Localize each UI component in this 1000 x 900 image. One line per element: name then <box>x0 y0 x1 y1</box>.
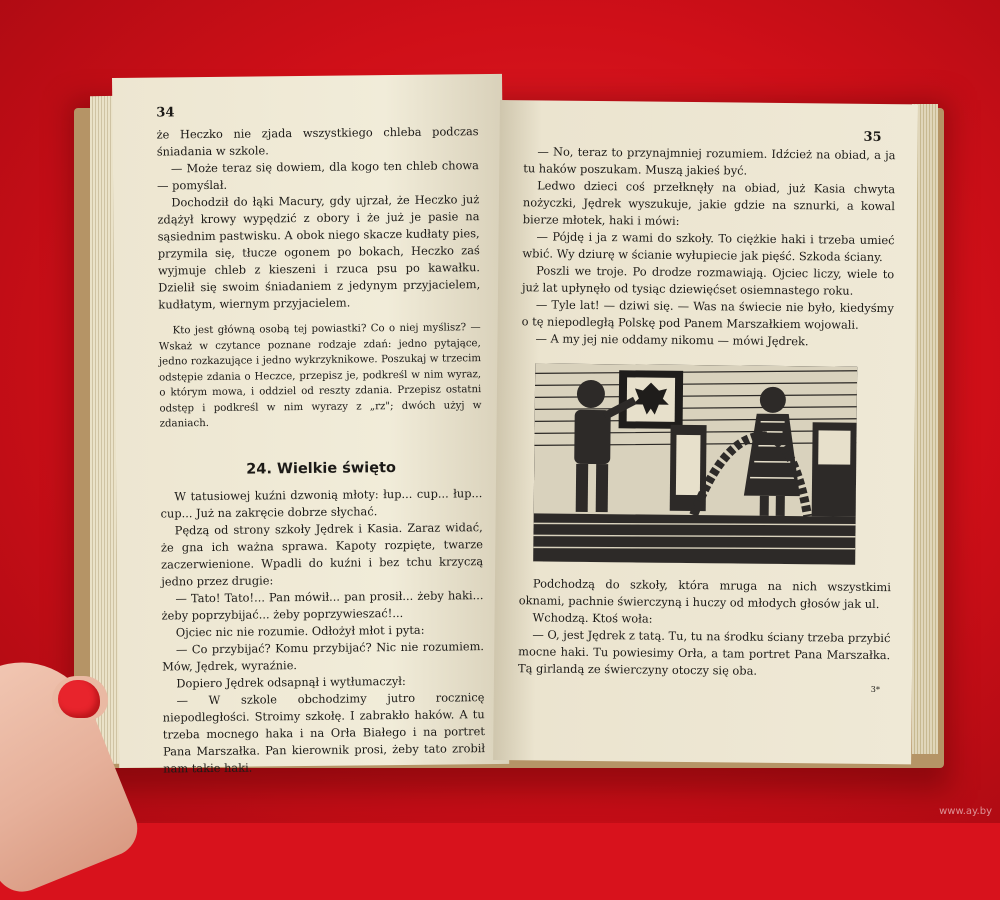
paragraph: — Pójdę i ja z wami do szkoły. To ciężkie haki i trzeba umieć wbić. Wy dziurę w ścianie wyłupiecie jak pięść. Szkoda ściany. <box>522 229 895 265</box>
paragraph: — Co przybijać? Komu przybijać? Nic nie rozumiem. Mów, Jędrek, wyraźnie. <box>162 638 485 674</box>
paragraph: Pędzą od strony szkoły Jędrek i Kasia. Zaraz widać, że gna ich ważna sprawa. Kapoty rozpięte, twarze zaczerwienione. Wpadli do kuźni i bez tchu krzyczą jedno przez drugie: <box>160 519 484 589</box>
paragraph: Dopiero Jędrek odsapnął i wytłumaczył: <box>176 673 406 690</box>
paragraph: Podchodzą do szkoły, która mruga na nich wszystkimi oknami, pachnie świerczyną i huczy od młodych głosów jak ul. <box>518 576 891 611</box>
paragraph: Poszli we troje. Po drodze rozmawiają. Ojciec liczy, wiele to już lat upłynęło od tysiąc dziewięćset osiemnastego roku. <box>521 263 895 298</box>
story-text <box>160 485 485 777</box>
red-fingernail <box>58 680 100 718</box>
paragraph: Wchodzą. Ktoś woła: <box>532 610 653 626</box>
exercise-text <box>159 320 482 432</box>
paragraph: — Tyle lat! — dziwi się. — Was na świecie nie było, kiedyśmy o tę niepodległą Polskę pod Panem Marszałkiem wojowali. <box>521 297 894 332</box>
paragraph: Ojciec nic nie rozumie. Odłożył młot i pyta: <box>175 622 425 639</box>
chapter-title: 24. Wielkie święto <box>246 459 397 478</box>
paragraph: że Heczko nie zjada wszystkiego chleba podczas śniadania w szkole. <box>156 124 479 159</box>
children-hanging-eagle-illustration <box>533 363 857 564</box>
paragraph: W tatusiowej kuźni dzwonią młoty: łup... cup... łup... cup... Już na zakręcie dobrze słychać. <box>160 485 483 521</box>
watermark: www.ay.by <box>939 806 992 817</box>
paragraph: — Tato! Tato!... Pan mówił... pan prosił... żeby haki... żeby poprzybijać... żeby poprzywieszać!... <box>161 587 484 623</box>
page-number-right: 35 <box>863 129 882 145</box>
paragraph: — A my jej nie oddamy nikomu — mówi Jędrek. <box>535 331 809 349</box>
paragraph: — O, jest Jędrek z tatą. Tu, tu na środku ściany trzeba przybić mocne haki. Tu powiesimy Orła, a tam portret Pana Marszałka. Tą girlandą ze świerczyny otoczy się oba. <box>517 627 891 678</box>
signature-mark: 3* <box>870 684 880 695</box>
page-number-left: 34 <box>156 105 175 121</box>
left-page-text <box>157 123 481 313</box>
exercise-paragraph: Kto jest główną osobą tej powiastki? Co o niej myślisz? — Wskaż w czytance poznane rodzaje zdań: jedno pytające, jedno rozkazujące i jedno wykrzyknikowe. Poszukaj w trzecim odstępie zdania o Heczce, przepisz je, podkreśl w nim wyraz, o którym mowa, i oddziel od reszty zdania. Przepisz ostatni odstęp i podkreśl w nim wyrazy z „rz"; dwóch użyj w zdaniach. <box>158 322 482 430</box>
paragraph: Dochodził do łąki Macury, gdy ujrzał, że Heczko już zdążył krowy wypędzić z obory i że już je pasie na sąsiednim pastwisku. A obok niego skacze kudłaty pies, przymila się, tłucze ogonem po bokach, Heczko zaś wyjmuje chleb z kieszeni i rzuca psu po kawałku. Dzielił się swoim śniadaniem z jedynym przyjacielem, kudłatym, wiernym przyjacielem. <box>157 192 481 312</box>
left-page <box>112 74 509 776</box>
right-page <box>493 100 918 764</box>
right-page-bottom-text <box>518 575 891 681</box>
paragraph: — W szkole obchodzimy jutro rocznicę niepodległości. Stroimy szkołę. I zabrakło haków. A tu trzeba mocnego haka i na Orła Białego i na portret Pana Marszałka. Pan kierownik prosi, żeby tato zrobił nam takie haki. <box>162 689 486 776</box>
right-page-top-text <box>521 143 895 351</box>
paragraph: — Może teraz się dowiem, dla kogo ten chleb chowa — pomyślał. <box>157 158 480 193</box>
paragraph: — No, teraz to przynajmniej rozumiem. Idźcież na obiad, a ja tu haków poszukam. Muszą jakieś być. <box>523 144 896 178</box>
paragraph: Ledwo dzieci coś przełknęły na obiad, już Kasia chwyta nożyczki, Jędrek wyszukuje, jakie gdzie na sznurki, a kowal bierze młotek, haki i mówi: <box>522 178 896 228</box>
woodcut-illustration <box>533 363 857 564</box>
